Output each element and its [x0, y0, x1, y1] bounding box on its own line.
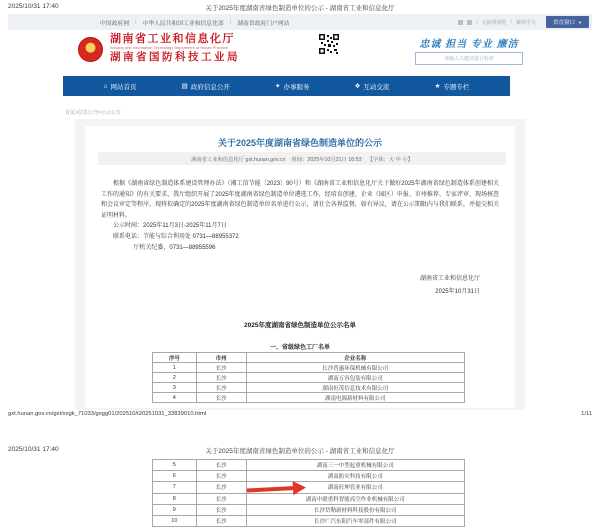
- cell-index: 2: [153, 373, 197, 383]
- publicity-period-line: 公示时间：2025年11月3日-2025年11月7日: [113, 223, 227, 230]
- nav-item-home[interactable]: [104, 82, 137, 91]
- cell-index: 8: [153, 493, 197, 504]
- utility-bar: [8, 14, 592, 30]
- green-factory-table-page1: [152, 352, 465, 403]
- section-one-title: 一、省级绿色工厂名单: [269, 345, 330, 351]
- portal-dropdown-button[interactable]: [546, 16, 589, 28]
- nav-item-info-disclosure[interactable]: [182, 82, 230, 91]
- table-row: [153, 393, 465, 403]
- cell-company: 湖南恒茂信息技术有限公司: [246, 383, 464, 393]
- separator: |: [476, 19, 478, 25]
- link-hunan-portal[interactable]: 湖南省政府门户网站: [237, 20, 290, 27]
- table-row: [153, 460, 465, 471]
- nav-label: 专题专栏: [443, 83, 470, 91]
- signature-org: 湖南省工业和信息化厅: [419, 276, 480, 282]
- print-document-title: 关于2025年度湖南省绿色制造单位的公示 - 湖南省工业和信息化厅: [205, 448, 395, 455]
- col-header-index: 序号: [153, 353, 197, 363]
- article-body: [101, 179, 499, 253]
- dept-name-cn: 湖南省工业和信息化厅: [110, 33, 235, 45]
- cell-index: 4: [153, 393, 197, 403]
- search-input[interactable]: [415, 52, 523, 65]
- article-paragraph: 根据《湖南省绿色制造体系建设管理办法》（湘工信节能〔2023〕90号）和《湖南省工业和信息化厅关于做好2025年湖南省绿色制造体系创建相关工作的通知》的有关要求，我厅组织开展了2025年度湖南省绿色制造单位遴选工作，经培育创建、企业（园区）申报、市州推荐、专家评审、现场核查和会议审定等程序，现将拟确定的2025年度湖南省绿色制造单位名单进行公示，请社会各界监督，如有异议，请在公示期限内与我们联系，并提交相关证明材料。: [101, 181, 499, 219]
- national-emblem-logo: [78, 37, 103, 62]
- cell-city: 长沙: [196, 383, 246, 393]
- cell-company: 湖南电源新材料有限公司: [246, 393, 464, 403]
- table-header-row: [153, 353, 465, 363]
- table-row: [153, 515, 465, 526]
- article-card: [85, 126, 515, 408]
- link-miit[interactable]: 中华人民共和国工业和信息化部: [142, 20, 224, 27]
- utility-right-group: [458, 19, 536, 26]
- star-icon: ★: [434, 83, 441, 90]
- cell-index: 5: [153, 460, 197, 471]
- cell-index: 6: [153, 471, 197, 482]
- arrow-head: [293, 480, 307, 495]
- table-row: [153, 363, 465, 373]
- cell-city: 长沙: [196, 363, 246, 373]
- nav-item-interaction[interactable]: [355, 82, 390, 91]
- breadcrumb[interactable]: 首页>信息公开>公示公告: [65, 110, 121, 116]
- print-footer-url: gxt.hunan.gov.cn/gxt/xxgk_71033/gsgg01/202510/t20251031_33839010.html: [8, 411, 207, 417]
- gov-links: [100, 18, 289, 27]
- arrow-shaft: [247, 486, 293, 492]
- chat-icon: ❖: [354, 83, 361, 90]
- grid-icon: [458, 20, 463, 25]
- cell-index: 9: [153, 504, 197, 515]
- print-timestamp: 2025/10/31 17:40: [8, 446, 59, 453]
- dept-name-en: Industry and Information Technology Department of Hunan Province: [110, 46, 229, 50]
- chevron-down-icon: ▼: [578, 19, 582, 25]
- cell-city: 长沙: [196, 482, 246, 493]
- table-row-highlighted: [153, 482, 465, 493]
- nav-label: 办事服务: [283, 83, 310, 91]
- print-footer-page-number: 1/11: [581, 411, 592, 417]
- nav-item-services[interactable]: [275, 82, 309, 91]
- qr-code: [318, 33, 340, 55]
- main-navbar: [63, 76, 510, 96]
- document-icon: ▤: [181, 83, 188, 90]
- print-document-title: 关于2025年度湖南省绿色制造单位的公示 - 湖南省工业和信息化厅: [205, 5, 395, 12]
- discipline-office-line: 厅机关纪委，0731—88955596: [133, 244, 216, 251]
- green-factory-table-page2: [152, 459, 465, 527]
- link-separator: |: [135, 19, 137, 25]
- print-footer: [8, 411, 592, 417]
- cell-city: 长沙: [196, 504, 246, 515]
- signature-date: 2025年10月31日: [435, 289, 480, 295]
- announcement-list-title: 2025年度湖南省绿色制造单位公示名单: [244, 322, 356, 329]
- article-meta-bar: [98, 152, 506, 165]
- cell-city: 长沙: [196, 393, 246, 403]
- language-link[interactable]: 繁体中文: [515, 19, 536, 26]
- service-icon: ✦: [274, 83, 281, 90]
- article-source: 湖南省工业和信息化厅 gxt.hunan.gov.cn: [191, 156, 286, 163]
- table-row: [153, 383, 465, 393]
- table-row: [153, 493, 465, 504]
- cell-index: 1: [153, 363, 197, 373]
- grid-icon: [467, 20, 472, 25]
- table-row: [153, 471, 465, 482]
- nav-label: 政府信息公开: [190, 83, 230, 91]
- cell-company: 湖南旺坤管业有限公司: [246, 482, 464, 493]
- cell-index: 10: [153, 515, 197, 526]
- article-time: 时间：2025年10月31日 16:53: [291, 156, 362, 163]
- nav-label: 网站首页: [110, 83, 137, 91]
- print-timestamp: 2025/10/31 17:40: [8, 3, 59, 10]
- cell-company: 长沙广汽东阳汽车零部件有限公司: [246, 515, 464, 526]
- bureau-name-cn: 湖南省国防科技工业局: [110, 51, 240, 63]
- cell-index: 3: [153, 383, 197, 393]
- article-title: 关于2025年度湖南省绿色制造单位的公示: [217, 138, 383, 148]
- org-titles: [110, 33, 240, 64]
- cell-company: 长沙岱勒新材料科技股份有限公司: [246, 504, 464, 515]
- cell-company: 湖南防灾科技有限公司: [246, 471, 464, 482]
- font-size-controls[interactable]: 【字体：大 中 小】: [367, 156, 413, 163]
- col-header-city: 市州: [196, 353, 246, 363]
- link-separator: |: [229, 19, 232, 25]
- separator: |: [510, 19, 512, 25]
- contact-phone-line: 联系电话：节能与综合利用处 0731—88955372: [113, 233, 239, 240]
- site-masthead: [75, 31, 525, 74]
- accessibility-link[interactable]: 无障碍浏览: [481, 19, 507, 26]
- cell-company: 长沙普惠环保机械有限公司: [246, 363, 464, 373]
- cell-city: 长沙: [196, 460, 246, 471]
- cell-city: 长沙: [196, 515, 246, 526]
- nav-label: 互动交流: [363, 83, 390, 91]
- portal-dropdown-label: 省直窗口: [553, 20, 576, 26]
- cell-index: 7: [153, 482, 197, 493]
- home-icon: ⌂: [103, 82, 108, 90]
- cell-city: 长沙: [196, 493, 246, 504]
- table-row: [153, 373, 465, 383]
- cell-city: 长沙: [196, 373, 246, 383]
- cell-company: 湖南中联重科智能高空作业机械有限公司: [246, 493, 464, 504]
- nav-item-special-columns[interactable]: [435, 82, 470, 91]
- link-china-gov[interactable]: 中国政府网: [100, 20, 129, 27]
- slogan-text: 忠诚 担当 专业 廉洁: [419, 39, 519, 50]
- cell-company: 湖南万容包装有限公司: [246, 373, 464, 383]
- cell-city: 长沙: [196, 471, 246, 482]
- col-header-company: 企业名称: [246, 353, 464, 363]
- cell-company: 湖南三一中型起重机械有限公司: [246, 460, 464, 471]
- table-row: [153, 504, 465, 515]
